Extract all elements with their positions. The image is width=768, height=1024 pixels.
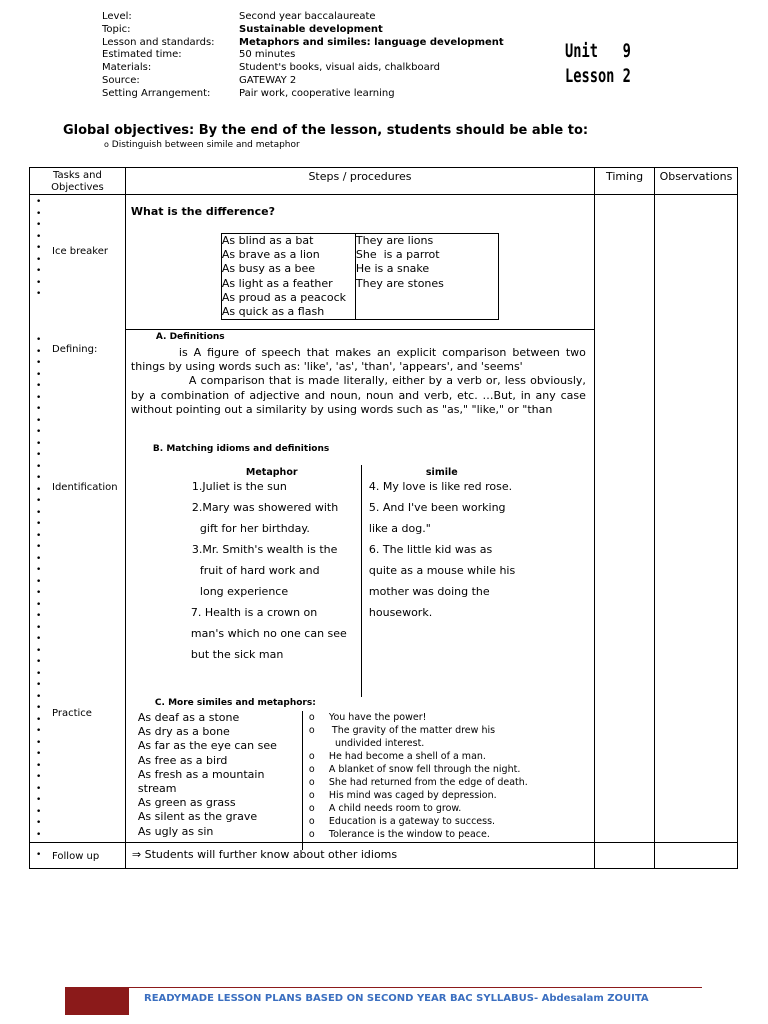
text-line: stream	[137, 782, 177, 796]
bullet-icon: •	[36, 381, 42, 391]
circle-bullet-icon: o	[308, 712, 315, 723]
text-line: They are stones	[355, 276, 444, 290]
meta-value: Student's books, visual aids, chalkboard	[239, 62, 441, 74]
text-line: mother was doing the	[368, 585, 490, 598]
meta-key: Materials:	[102, 62, 152, 74]
meta-value: Second year baccalaureate	[239, 11, 376, 22]
text-line: As free as a bird	[137, 753, 228, 767]
text-line: She is a parrot	[355, 248, 440, 262]
bullet-icon: •	[36, 576, 42, 587]
text-line: As busy as a bee	[221, 262, 316, 276]
text-line: He is a snake	[355, 262, 430, 276]
bullet-icon: •	[36, 795, 42, 805]
metaphor-line: gift for her birthday.	[199, 522, 310, 535]
bullet-icon: •	[36, 392, 42, 403]
bullet-icon: •	[36, 691, 42, 702]
task-ice-breaker: Ice breaker	[52, 246, 108, 257]
practice-metaphor-text: He had become a shell of a man.	[328, 751, 486, 762]
bullet-icon: •	[36, 680, 42, 690]
bullet-icon: •	[36, 438, 42, 449]
follow-up-text: ⇒ Students will further know about other idioms	[125, 843, 594, 869]
definition-simile: is A figure of speech that makes an explicit comparison between two things by using words such as: 'like', 'as', 'than', 'appears', and 'seems'	[130, 346, 586, 374]
metaphor-line: 7. Health is a crown on	[190, 606, 318, 619]
bullet-icon: •	[36, 783, 42, 794]
bullet-icon: •	[36, 760, 42, 771]
metaphor-line: 2.Mary was showered with	[191, 501, 339, 514]
practice-heading: C. More similes and metaphors:	[154, 698, 316, 708]
text-line: As green as grass	[137, 796, 236, 810]
practice-metaphor-item	[309, 724, 528, 737]
circle-bullet-icon: o	[308, 777, 315, 788]
header-steps: Steps / procedures	[125, 168, 594, 195]
text-line: As fresh as a mountain	[137, 767, 265, 781]
footer-rule	[129, 987, 702, 988]
bullet-icon: •	[36, 277, 42, 288]
header-tasks: Tasks and Objectives	[30, 168, 126, 195]
circle-bullet-icon: o	[308, 803, 315, 814]
meta-key: Topic:	[102, 23, 131, 35]
bullet-icon: •	[36, 415, 42, 426]
text-line: As dry as a bone	[137, 725, 230, 739]
metaphor-line: 1.Juliet is the sun	[191, 480, 287, 493]
text-line: As far as the eye can see	[137, 739, 277, 753]
bullet-icon: •	[36, 850, 42, 860]
steps-column	[125, 195, 594, 843]
matching-divider	[361, 465, 362, 697]
bullet-icon: •	[36, 507, 42, 518]
bullet-icon: •	[36, 243, 42, 253]
bullet-icon: •	[36, 358, 42, 368]
timing-cell	[595, 195, 655, 843]
bullet-icon: •	[36, 657, 42, 667]
bullet-icon: •	[36, 599, 42, 610]
practice-metaphor-text: The gravity of the matter drew his	[328, 725, 496, 736]
bullet-icon: •	[36, 289, 42, 299]
bullet-icon: •	[36, 553, 42, 564]
bullet-icon: •	[36, 668, 42, 679]
text-line: housework.	[368, 606, 433, 619]
meta-key: Level:	[102, 11, 132, 22]
bullet-list-ice	[36, 197, 41, 301]
practice-metaphor-text: His mind was caged by depression.	[328, 790, 497, 801]
metaphor-line: 3.Mr. Smith's wealth is the	[191, 543, 338, 556]
text-line: As brave as a lion	[221, 248, 320, 262]
bullet-icon: •	[36, 197, 42, 207]
bullet-icon: •	[36, 335, 42, 345]
practice-metaphor-text: A child needs room to grow.	[328, 803, 462, 814]
bullet-icon: •	[36, 484, 42, 495]
practice-metaphor-text: undivided interest.	[328, 738, 425, 749]
ice-question: What is the difference?	[130, 205, 276, 218]
observations-cell	[655, 195, 738, 843]
section-divider	[126, 329, 594, 330]
footer-block	[65, 987, 129, 1015]
circle-bullet-icon: o	[308, 829, 315, 840]
meta-value: Metaphors and similes: language development	[239, 36, 504, 48]
text-line: As silent as the grave	[137, 810, 258, 824]
bullet-icon: •	[36, 450, 42, 460]
practice-divider	[302, 711, 303, 850]
header-observations: Observations	[655, 168, 738, 195]
bullet-icon: •	[36, 818, 42, 828]
task-follow-up: Follow up	[52, 851, 100, 862]
bullet-icon: •	[36, 611, 42, 621]
text-line: As blind as a bat	[221, 234, 314, 247]
text-line: 4. My love is like red rose.	[368, 480, 513, 493]
definition-metaphor: A comparison that is made literally, either by a verb or, less obviously, by a combination of adjective and noun, noun and verb, etc. …But, in any case without pointing out a similarity by using words such as "as," "like," or "than	[130, 374, 586, 416]
circle-bullet-icon: o	[308, 790, 315, 801]
lesson-meta	[102, 11, 504, 101]
circle-bullet-icon: o	[308, 751, 315, 762]
circle-bullet-icon: o	[104, 140, 109, 149]
text-line: As ugly as sin	[137, 824, 214, 838]
circle-bullet-icon	[309, 737, 329, 750]
text-line: like a dog."	[368, 522, 431, 535]
practice-metaphor-item	[309, 763, 528, 776]
meta-row	[102, 88, 504, 101]
text-line: They are lions	[355, 234, 434, 247]
metaphor-heading: Metaphor	[245, 467, 298, 478]
bullet-icon: •	[36, 461, 42, 472]
metaphor-line: but the sick man	[190, 648, 284, 661]
footer-text: READYMADE LESSON PLANS BASED ON SECOND YEAR BAC SYLLABUS- Abdesalam ZOUITA	[144, 993, 649, 1004]
header-timing: Timing	[595, 168, 655, 195]
bullet-icon: •	[36, 703, 42, 713]
task-defining: Defining:	[52, 344, 98, 355]
ice-left-cell	[221, 234, 355, 320]
bullet-icon: •	[36, 714, 42, 725]
definitions-heading: A. Definitions	[155, 332, 225, 342]
meta-value: Pair work, cooperative learning	[239, 87, 395, 99]
bullet-icon: •	[36, 542, 42, 552]
bullet-icon: •	[36, 231, 42, 242]
text-line: 5. And I've been working	[368, 501, 506, 514]
bullet-icon: •	[36, 737, 42, 748]
bullet-icon: •	[36, 404, 42, 414]
meta-key: Estimated time:	[102, 49, 182, 61]
practice-metaphor-item	[309, 750, 528, 763]
practice-metaphor-item	[309, 802, 528, 815]
lesson-line: Lesson 2	[565, 65, 631, 87]
bullet-icon: •	[36, 266, 42, 276]
lesson-table	[29, 167, 738, 869]
text-line: As proud as a peacock	[221, 290, 346, 304]
meta-value: 50 minutes	[239, 49, 296, 61]
meta-row	[102, 11, 504, 24]
objective-text: Distinguish between simile and metaphor	[111, 140, 300, 150]
practice-metaphor-text: Education is a gateway to success.	[328, 816, 496, 827]
bullet-icon: •	[36, 772, 42, 782]
practice-metaphor-text: She had returned from the edge of death.	[328, 777, 528, 788]
bullet-icon: •	[36, 346, 42, 357]
simile-list	[369, 476, 515, 623]
meta-key: Source:	[102, 74, 140, 86]
follow-observations-cell	[655, 843, 738, 869]
practice-metaphors	[309, 711, 528, 841]
unit-label	[565, 39, 631, 89]
bullet-icon: •	[36, 496, 42, 506]
bullet-icon: •	[36, 427, 42, 437]
meta-key: Setting Arrangement:	[102, 87, 211, 99]
circle-bullet-icon: o	[308, 764, 315, 775]
bullet-icon: •	[36, 519, 42, 529]
practice-metaphor-text: You have the power!	[328, 712, 427, 723]
unit-line: Unit 9	[565, 40, 631, 62]
meta-value: Sustainable development	[239, 23, 383, 35]
practice-metaphor-text: A blanket of snow fell through the night.	[328, 764, 521, 775]
bullet-icon: •	[36, 806, 42, 817]
practice-similes	[138, 711, 277, 839]
global-objectives: Global objectives: By the end of the lesson, students should be able to:	[63, 123, 589, 138]
meta-row	[102, 24, 504, 37]
bullet-icon: •	[36, 208, 42, 219]
bullet-icon: •	[36, 622, 42, 633]
text-line: As light as a feather	[221, 276, 333, 290]
definitions-text	[131, 346, 586, 417]
text-line: quite as a mouse while his	[368, 564, 516, 577]
metaphor-list	[192, 476, 347, 665]
follow-task-cell	[30, 843, 126, 869]
metaphor-line: man's which no one can see	[190, 627, 347, 640]
meta-row	[102, 75, 504, 88]
practice-metaphor-item	[309, 737, 528, 750]
bullet-icon: •	[36, 254, 42, 265]
metaphor-line: fruit of hard work and	[199, 564, 320, 577]
bullet-icon: •	[36, 749, 42, 759]
bullet-icon: •	[36, 530, 42, 541]
simile-heading: simile	[425, 467, 458, 478]
practice-metaphor-item	[309, 711, 528, 724]
meta-row	[102, 37, 504, 50]
objective-item	[104, 140, 300, 150]
ice-table	[221, 233, 499, 320]
tasks-column	[30, 195, 126, 843]
practice-metaphor-item	[309, 776, 528, 789]
task-practice: Practice	[52, 708, 92, 719]
text-line: As quick as a flash	[221, 305, 325, 319]
circle-bullet-icon: o	[308, 816, 315, 827]
practice-metaphor-item	[309, 828, 528, 841]
bullet-icon: •	[36, 473, 42, 483]
practice-metaphor-item	[309, 815, 528, 828]
bullet-icon: •	[36, 565, 42, 575]
ice-right-cell	[355, 234, 498, 320]
matching-heading: B. Matching idioms and definitions	[152, 444, 330, 454]
meta-row	[102, 62, 504, 75]
practice-metaphor-item	[309, 789, 528, 802]
bullet-icon: •	[36, 588, 42, 598]
bullet-icon: •	[36, 726, 42, 736]
meta-key: Lesson and standards:	[102, 36, 215, 48]
bullet-icon: •	[36, 645, 42, 656]
text-line: As deaf as a stone	[137, 711, 240, 724]
follow-timing-cell	[595, 843, 655, 869]
bullet-icon: •	[36, 829, 42, 840]
circle-bullet-icon: o	[308, 725, 315, 736]
bullet-list-main	[36, 335, 41, 841]
bullet-icon: •	[36, 220, 42, 230]
practice-metaphor-text: Tolerance is the window to peace.	[328, 829, 490, 840]
metaphor-line: long experience	[199, 585, 289, 598]
bullet-icon: •	[36, 369, 42, 380]
bullet-icon: •	[36, 634, 42, 644]
meta-row	[102, 49, 504, 62]
meta-value: GATEWAY 2	[239, 74, 297, 86]
text-line: 6. The little kid was as	[368, 543, 493, 556]
task-identification: Identification	[52, 482, 118, 493]
